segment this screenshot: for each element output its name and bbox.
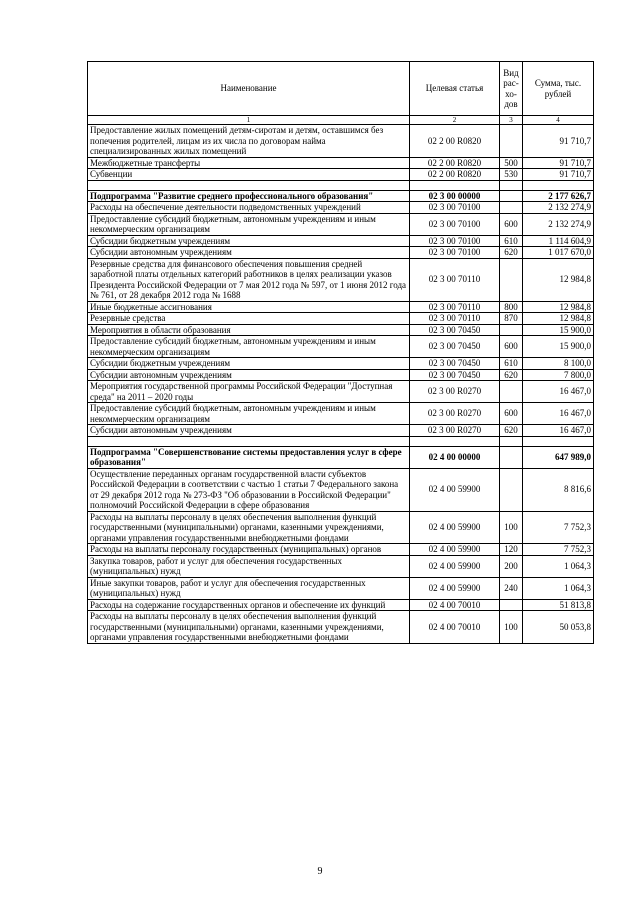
header-row [88, 62, 594, 116]
kind-cell: 500 [500, 157, 523, 169]
spacer-cell [410, 180, 500, 190]
table-row [88, 235, 594, 247]
kind-cell: 100 [500, 511, 523, 544]
sum-cell: 12 984,8 [523, 258, 594, 301]
table-row [88, 555, 594, 577]
name-cell: Резервные средства [88, 313, 410, 325]
kind-cell: 870 [500, 313, 523, 325]
code-cell: 02 3 00 R0270 [410, 403, 500, 425]
budget-table [87, 61, 594, 644]
sum-cell: 8 100,0 [523, 358, 594, 370]
code-cell: 02 3 00 70450 [410, 358, 500, 370]
name-cell: Расходы на выплаты персоналу в целях обеспечения выполнения функций государственными (муниципальными) органами, казенными учреждениями, органами управления государственными внебюджетными фондами [88, 611, 410, 644]
sum-cell: 7 752,3 [523, 511, 594, 544]
kind-cell: 600 [500, 336, 523, 358]
code-cell: 02 4 00 59900 [410, 555, 500, 577]
kind-cell [500, 381, 523, 403]
table-row [88, 599, 594, 611]
column-number: 2 [410, 116, 500, 125]
name-cell: Субсидии бюджетным учреждениям [88, 358, 410, 370]
code-cell: 02 4 00 59900 [410, 468, 500, 511]
name-cell: Иные закупки товаров, работ и услуг для обеспечения государственных (муниципальных) нужд [88, 577, 410, 599]
name-cell: Субсидии автономным учреждениям [88, 425, 410, 437]
header-name: Наименование [88, 62, 410, 116]
sum-cell: 15 900,0 [523, 324, 594, 336]
kind-cell: 620 [500, 425, 523, 437]
name-cell: Подпрограмма "Развитие среднего профессионального образования" [88, 190, 410, 202]
name-cell: Предоставление жилых помещений детям-сиротам и детям, оставшимся без попечения родителей, лицам из их числа по договорам найма специализированных жилых помещений [88, 125, 410, 158]
code-cell: 02 3 00 70110 [410, 313, 500, 325]
sum-cell: 2 132 274,9 [523, 202, 594, 214]
name-cell: Предоставление субсидий бюджетным, автономным учреждениям и иным некоммерческим организациям [88, 336, 410, 358]
table-row [88, 202, 594, 214]
page-number: 9 [317, 866, 323, 877]
kind-cell [500, 202, 523, 214]
sum-cell: 1 114 604,9 [523, 235, 594, 247]
sum-cell: 16 467,0 [523, 403, 594, 425]
code-cell: 02 2 00 R0820 [410, 157, 500, 169]
table-row [88, 213, 594, 235]
kind-cell: 200 [500, 555, 523, 577]
name-cell: Предоставление субсидий бюджетным, автономным учреждениям и иным некоммерческим организациям [88, 403, 410, 425]
table-row [88, 381, 594, 403]
table-row [88, 157, 594, 169]
kind-cell: 530 [500, 169, 523, 181]
code-cell: 02 3 00 R0270 [410, 425, 500, 437]
name-cell: Межбюджетные трансферты [88, 157, 410, 169]
spacer-cell [523, 436, 594, 446]
kind-cell [500, 599, 523, 611]
kind-cell: 620 [500, 247, 523, 259]
kind-cell: 120 [500, 544, 523, 556]
column-number: 1 [88, 116, 410, 125]
code-cell: 02 3 00 70100 [410, 202, 500, 214]
sum-cell: 50 053,8 [523, 611, 594, 644]
table-row [88, 369, 594, 381]
column-number-row [88, 116, 594, 125]
sum-cell: 1 064,3 [523, 555, 594, 577]
code-cell: 02 3 00 70450 [410, 336, 500, 358]
code-cell: 02 4 00 59900 [410, 544, 500, 556]
name-cell: Мероприятия в области образования [88, 324, 410, 336]
sum-cell: 1 017 670,0 [523, 247, 594, 259]
sum-cell: 2 177 626,7 [523, 190, 594, 202]
name-cell: Расходы на выплаты персоналу государственных (муниципальных) органов [88, 544, 410, 556]
code-cell: 02 4 00 70010 [410, 611, 500, 644]
kind-cell [500, 468, 523, 511]
table-row [88, 611, 594, 644]
table-row [88, 403, 594, 425]
code-cell: 02 3 00 70110 [410, 301, 500, 313]
table-row [88, 358, 594, 370]
kind-cell: 600 [500, 213, 523, 235]
sum-cell: 12 984,8 [523, 301, 594, 313]
sum-cell: 7 752,3 [523, 544, 594, 556]
code-cell: 02 3 00 70450 [410, 369, 500, 381]
name-cell: Резервные средства для финансового обеспечения повышения средней заработной платы отдельных категорий работников в целях реализации указов Президента Российской Федерации от 7 мая 2012 года № 597, от 1 июня 2012 года № 761, от 28 декабря 2012 года № 1688 [88, 258, 410, 301]
name-cell: Субсидии автономным учреждениям [88, 369, 410, 381]
spacer-cell [88, 436, 410, 446]
sum-cell: 2 132 274,9 [523, 213, 594, 235]
name-cell: Закупка товаров, работ и услуг для обеспечения государственных (муниципальных) нужд [88, 555, 410, 577]
name-cell: Мероприятия государственной программы Российской Федерации "Доступная среда" на 2011 – 2020 годы [88, 381, 410, 403]
name-cell: Субсидии автономным учреждениям [88, 247, 410, 259]
code-cell: 02 4 00 59900 [410, 577, 500, 599]
sum-cell: 16 467,0 [523, 425, 594, 437]
sum-cell: 15 900,0 [523, 336, 594, 358]
sum-cell: 8 816,6 [523, 468, 594, 511]
table-row [88, 511, 594, 544]
table-row [88, 258, 594, 301]
kind-cell [500, 125, 523, 158]
header-kind: Вид рас-хо-дов [500, 62, 523, 116]
code-cell: 02 3 00 70110 [410, 258, 500, 301]
table-row [88, 324, 594, 336]
kind-cell [500, 324, 523, 336]
name-cell: Подпрограмма "Совершенствование системы предоставления услуг в сфере образования" [88, 446, 410, 468]
kind-cell: 610 [500, 358, 523, 370]
header-sum: Сумма, тыс. рублей [523, 62, 594, 116]
code-cell: 02 4 00 59900 [410, 511, 500, 544]
table-row [88, 336, 594, 358]
column-number: 4 [523, 116, 594, 125]
spacer-cell [500, 180, 523, 190]
sum-cell: 91 710,7 [523, 125, 594, 158]
name-cell: Предоставление субсидий бюджетным, автономным учреждениям и иным некоммерческим организациям [88, 213, 410, 235]
table-row [88, 313, 594, 325]
code-cell: 02 2 00 R0820 [410, 125, 500, 158]
subprogram-row [88, 446, 594, 468]
table-row [88, 125, 594, 158]
table-row [88, 577, 594, 599]
kind-cell [500, 446, 523, 468]
name-cell: Расходы на обеспечение деятельности подведомственных учреждений [88, 202, 410, 214]
table-row [88, 544, 594, 556]
code-cell: 02 4 00 70010 [410, 599, 500, 611]
table-row [88, 425, 594, 437]
table-row [88, 301, 594, 313]
name-cell: Иные бюджетные ассигнования [88, 301, 410, 313]
table-row [88, 468, 594, 511]
sum-cell: 91 710,7 [523, 169, 594, 181]
name-cell: Субвенции [88, 169, 410, 181]
spacer-row [88, 436, 594, 446]
name-cell: Осуществление переданных органам государственной власти субъектов Российской Федерации в соответствии с частью 1 статьи 7 Федерального закона от 29 декабря 2012 года № 273-ФЗ "Об образовании в Российской Федерации" полномочий Российской Федерации в сфере образования [88, 468, 410, 511]
kind-cell: 100 [500, 611, 523, 644]
code-cell: 02 4 00 00000 [410, 446, 500, 468]
column-number: 3 [500, 116, 523, 125]
name-cell: Расходы на содержание государственных органов и обеспечение их функций [88, 599, 410, 611]
kind-cell [500, 190, 523, 202]
kind-cell: 240 [500, 577, 523, 599]
code-cell: 02 3 00 R0270 [410, 381, 500, 403]
sum-cell: 647 989,0 [523, 446, 594, 468]
spacer-cell [88, 180, 410, 190]
kind-cell: 620 [500, 369, 523, 381]
header-code: Целевая статья [410, 62, 500, 116]
sum-cell: 7 800,0 [523, 369, 594, 381]
spacer-row [88, 180, 594, 190]
table-body [88, 125, 594, 644]
code-cell: 02 3 00 70100 [410, 247, 500, 259]
kind-cell: 800 [500, 301, 523, 313]
sum-cell: 12 984,8 [523, 313, 594, 325]
kind-cell: 600 [500, 403, 523, 425]
code-cell: 02 3 00 70450 [410, 324, 500, 336]
code-cell: 02 3 00 70100 [410, 213, 500, 235]
subprogram-row [88, 190, 594, 202]
spacer-cell [410, 436, 500, 446]
kind-cell [500, 258, 523, 301]
kind-cell: 610 [500, 235, 523, 247]
sum-cell: 16 467,0 [523, 381, 594, 403]
sum-cell: 51 813,8 [523, 599, 594, 611]
sum-cell: 1 064,3 [523, 577, 594, 599]
code-cell: 02 2 00 R0820 [410, 169, 500, 181]
code-cell: 02 3 00 70100 [410, 235, 500, 247]
code-cell: 02 3 00 00000 [410, 190, 500, 202]
name-cell: Субсидии бюджетным учреждениям [88, 235, 410, 247]
table-row [88, 169, 594, 181]
sum-cell: 91 710,7 [523, 157, 594, 169]
spacer-cell [500, 436, 523, 446]
name-cell: Расходы на выплаты персоналу в целях обеспечения выполнения функций государственными (муниципальными) органами, казенными учреждениями, органами управления государственными внебюджетными фондами [88, 511, 410, 544]
table-row [88, 247, 594, 259]
spacer-cell [523, 180, 594, 190]
